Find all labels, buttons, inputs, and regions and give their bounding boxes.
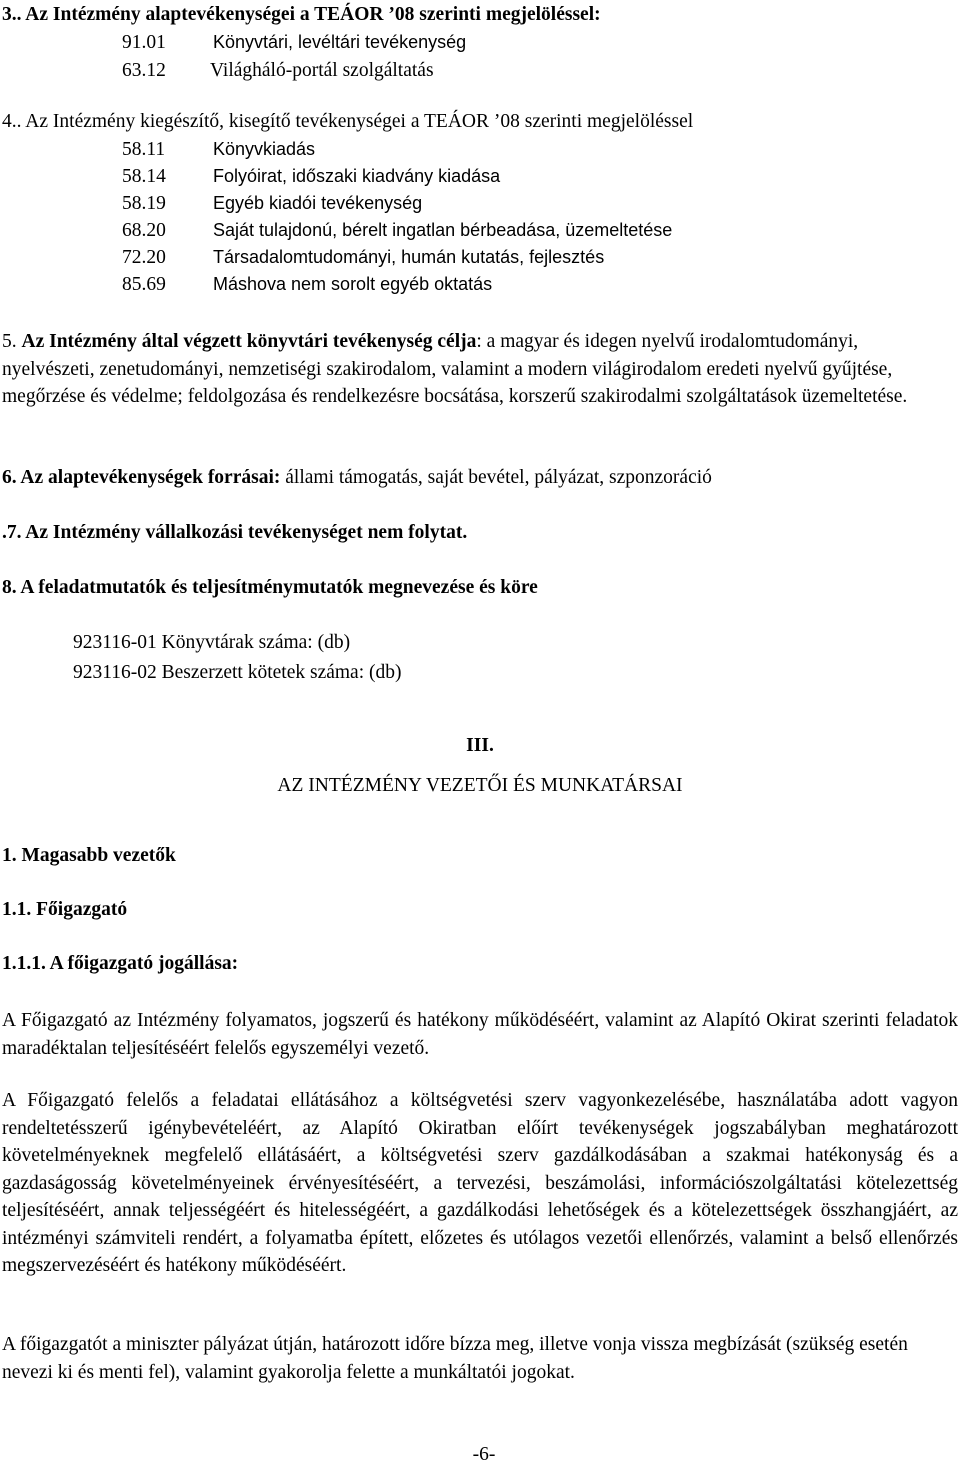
chapter-title: AZ INTÉZMÉNY VEZETŐI ÉS MUNKATÁRSAI: [277, 775, 683, 796]
activity-code: 58.11: [122, 139, 166, 160]
activity-code: 91.01: [122, 32, 166, 53]
activity-code: 68.20: [122, 220, 166, 241]
activity-label: Máshova nem sorolt egyéb oktatás: [213, 274, 493, 294]
indicator-item: 923116-01 Könyvtárak száma: (db): [73, 632, 351, 653]
activity-label: Egyéb kiadói tevékenység: [213, 193, 423, 213]
chapter-number: III.: [466, 735, 494, 756]
activity-code: 58.19: [122, 193, 166, 214]
activity-code: 85.69: [122, 274, 166, 295]
activity-code: 58.14: [122, 166, 166, 187]
body-paragraph: A Főigazgató felelős a feladatai ellátásához a költségvetési szerv vagyonkezelésébe, használatába adott vagyon rendeltetésszerű igénybevételéért, az Alapító Okiratban előírt tevékenységek jogszabályban meghatározott követelményeknek megfelelő ellátásáért, a költségvetési szerv gazdálkodásában a szakmai hatékonyság és a gazdaságosság követelményeinek érvényesítéséért, a tervezési, beszámolási, információszolgáltatási kötelezettség teljesítéséért, annak teljességéért és hitelességéért, a gazdálkodási lehetőségek és a kötelezettségek összhangjáért, az intézményi számviteli rendért, a folyamatba épített, előzetes és utólagos vezetői ellenőrzés, valamint a belső ellenőrzés megszervezéséért és hatékony működéséért.: [2, 1090, 958, 1276]
section-6-bold: 6. Az alaptevékenységek forrásai:: [2, 467, 281, 488]
activity-label: Világháló-portál szolgáltatás: [210, 60, 434, 81]
body-paragraph: A főigazgatót a miniszter pályázat útján, határozott időre bízza meg, illetve vonja vissza megbízását (szükség esetén nevezi ki és menti fel), valamint gyakorolja felette a munkáltatói jogokat.: [2, 1334, 908, 1383]
section-4-heading: 4.. Az Intézmény kiegészítő, kisegítő tevékenységei a TEÁOR ’08 szerinti megjelöléssel: [2, 111, 694, 132]
activity-label: Folyóirat, időszaki kiadvány kiadása: [213, 166, 501, 186]
section-5-text: : a magyar és idegen nyelvű irodalomtudományi, nyelvészeti, zenetudományi, nemzetiségi szakirodalom, valamint a modern világirodalom eredeti nyelvű gyűjtése, megőrzése és védelme; feldolgozása és rendelkezésre bocsátása, korszerű szakirodalmi szolgáltatások üzemeltetése.: [2, 331, 908, 407]
section-5-number: 5.: [2, 331, 17, 352]
section-5-paragraph: [2, 328, 952, 411]
body-paragraph: A Főigazgató az Intézmény folyamatos, jogszerű és hatékony működéséért, valamint az Alapító Okirat szerinti feladatok maradéktalan teljesítéséért felelős egyszemélyi vezető.: [2, 1010, 958, 1059]
activity-label: Saját tulajdonú, bérelt ingatlan bérbeadása, üzemeltetése: [213, 220, 673, 240]
activity-code: 72.20: [122, 247, 166, 268]
page-number: -6-: [472, 1444, 496, 1465]
heading-1: 1. Magasabb vezetők: [2, 845, 176, 866]
section-5-bold: Az Intézmény által végzett könyvtári tevékenység célja: [21, 331, 477, 352]
section-6-text: állami támogatás, saját bevétel, pályázat, szponzoráció: [280, 467, 712, 488]
activity-code: 63.12: [122, 60, 166, 81]
section-7: .7. Az Intézmény vállalkozási tevékenységet nem folytat.: [2, 522, 468, 543]
activity-label: Könyvkiadás: [213, 139, 316, 159]
section-8-heading: 8. A feladatmutatók és teljesítménymutatók megnevezése és köre: [2, 577, 538, 598]
heading-1-1: 1.1. Főigazgató: [2, 899, 128, 920]
section-6: [2, 467, 712, 489]
indicator-item: 923116-02 Beszerzett kötetek száma: (db): [73, 662, 402, 683]
activity-label: Könyvtári, levéltári tevékenység: [213, 32, 467, 52]
activity-label: Társadalomtudományi, humán kutatás, fejlesztés: [213, 247, 605, 267]
heading-1-1-1: 1.1.1. A főigazgató jogállása:: [2, 953, 239, 974]
section-3-heading: 3.. Az Intézmény alaptevékenységei a TEÁOR ’08 szerinti megjelöléssel:: [2, 4, 601, 25]
